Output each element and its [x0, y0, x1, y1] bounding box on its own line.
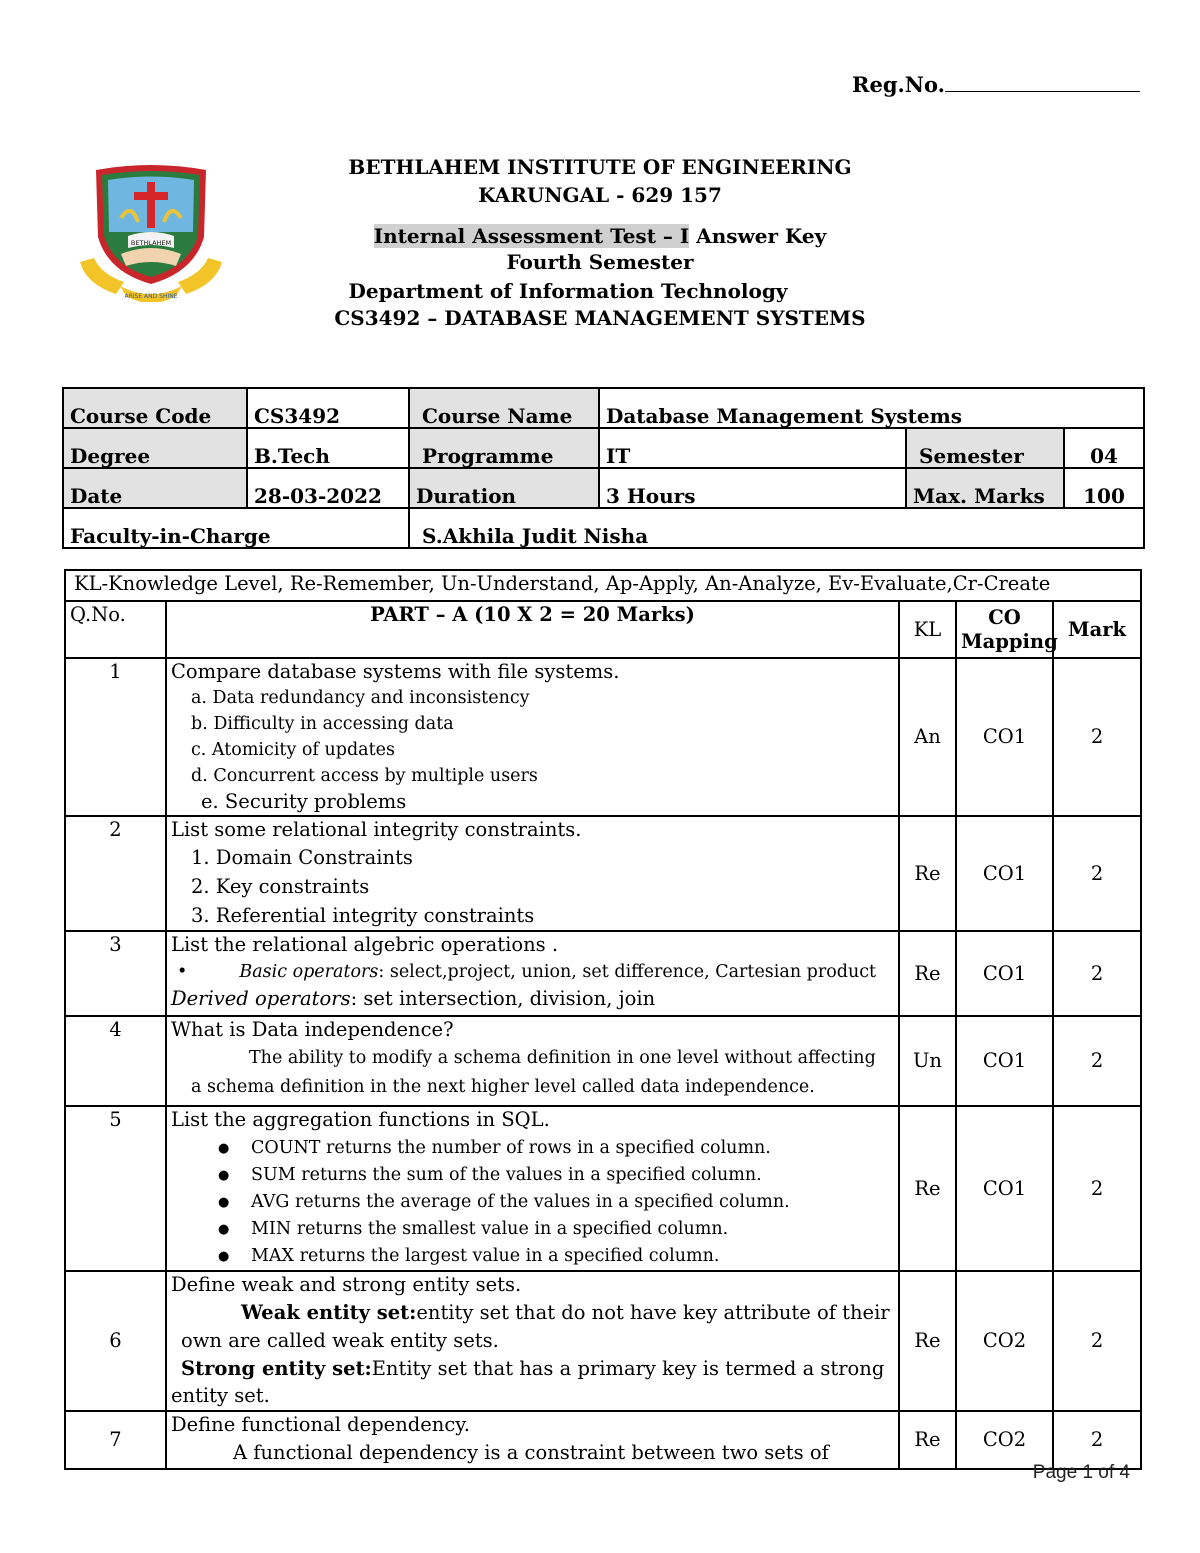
question-number: 4 — [65, 1016, 166, 1106]
question-text: List the aggregation functions in SQL. — [171, 1108, 550, 1131]
answer-line: entity set. — [171, 1384, 270, 1407]
question-number: 7 — [65, 1411, 166, 1469]
table-row — [65, 1106, 1141, 1271]
question-cell — [166, 931, 899, 1016]
question-text: List some relational integrity constraints. — [171, 818, 582, 841]
answer-line: d. Concurrent access by multiple users — [191, 766, 538, 786]
answer-emphasis: Weak entity set: — [241, 1301, 417, 1324]
answer-line: 1. Domain Constraints — [191, 846, 413, 869]
answer-line: : set intersection, division, join — [350, 987, 656, 1010]
answer-list-item: ● SUM returns the sum of the values in a specified column. — [251, 1162, 894, 1189]
semester-value: 04 — [1064, 428, 1144, 468]
answer-list-item: ● MIN returns the smallest value in a specified column. — [251, 1216, 894, 1243]
question-text: Define weak and strong entity sets. — [171, 1273, 522, 1296]
header-co-mapping: CO Mapping — [956, 601, 1053, 658]
degree-value: B.Tech — [247, 428, 409, 468]
subject-line: CS3492 – DATABASE MANAGEMENT SYSTEMS — [334, 306, 866, 330]
table-row — [65, 931, 1141, 1016]
degree-label: Degree — [63, 428, 247, 468]
course-code-value: CS3492 — [247, 388, 409, 428]
reg-no-blank — [945, 75, 1140, 92]
question-number: 6 — [65, 1271, 166, 1411]
question-text: Define functional dependency. — [171, 1413, 470, 1436]
test-title-rest: Answer Key — [689, 224, 827, 248]
institute-name: BETHLAHEM INSTITUTE OF ENGINEERING — [348, 155, 852, 179]
page-number: Page 1 of 4 — [1032, 1462, 1130, 1483]
question-cell — [166, 1271, 899, 1411]
table-row — [65, 1411, 1141, 1469]
question-cell — [166, 1106, 899, 1271]
kl-value: Re — [899, 1271, 956, 1411]
reg-no-label: Reg.No. — [852, 72, 945, 97]
answer-line: a. Data redundancy and inconsistency — [191, 688, 530, 708]
mark-value: 2 — [1053, 658, 1141, 816]
programme-label: Programme — [409, 428, 599, 468]
answer-emphasis: Strong entity set: — [181, 1357, 372, 1380]
questions-table — [64, 569, 1142, 1470]
header-mark: Mark — [1053, 601, 1141, 658]
answer-list-item: ● MAX returns the largest value in a specified column. — [251, 1243, 894, 1270]
answer-line: A functional dependency is a constraint between two sets of — [233, 1441, 829, 1464]
answer-emphasis: Derived operators — [171, 987, 351, 1010]
question-cell — [166, 1016, 899, 1106]
question-text: Compare database systems with file systems. — [171, 660, 620, 683]
mark-value: 2 — [1053, 1016, 1141, 1106]
co-value: CO2 — [956, 1271, 1053, 1411]
answer-list-item: ● COUNT returns the number of rows in a specified column. — [251, 1135, 894, 1162]
co-value: CO1 — [956, 658, 1053, 816]
co-value: CO2 — [956, 1411, 1053, 1469]
course-code-label: Course Code — [63, 388, 247, 428]
bullet-icon: • — [177, 962, 188, 982]
department-name: Department of Information Technology — [348, 279, 788, 303]
co-value: CO1 — [956, 931, 1053, 1016]
answer-line: 3. Referential integrity constraints — [191, 904, 535, 927]
kl-value: An — [899, 658, 956, 816]
max-marks-label: Max. Marks — [906, 468, 1064, 508]
kl-value: Re — [899, 1106, 956, 1271]
mark-value: 2 — [1053, 931, 1141, 1016]
header-qno: Q.No. — [65, 601, 166, 658]
course-name-value: Database Management Systems — [599, 388, 1144, 428]
table-row — [65, 816, 1141, 931]
question-text: What is Data independence? — [171, 1018, 454, 1041]
answer-list-item: ● AVG returns the average of the values in a specified column. — [251, 1189, 894, 1216]
header-kl: KL — [899, 601, 956, 658]
table-row — [65, 1016, 1141, 1106]
date-value: 28-03-2022 — [247, 468, 409, 508]
test-title-highlight: Internal Assessment Test – I — [373, 224, 690, 248]
logo-text-bottom: ARISE AND SHINE — [124, 293, 178, 300]
table-row — [65, 658, 1141, 816]
question-cell — [166, 1411, 899, 1469]
header-part-a: PART – A (10 X 2 = 20 Marks) — [166, 601, 899, 658]
course-info-table — [62, 387, 1145, 549]
answer-line: Entity set that has a primary key is termed a strong — [371, 1357, 885, 1380]
kl-value: Re — [899, 816, 956, 931]
question-text: List the relational algebric operations . — [171, 933, 559, 956]
kl-value: Re — [899, 931, 956, 1016]
mark-value: 2 — [1053, 1106, 1141, 1271]
faculty-label: Faculty-in-Charge — [63, 508, 409, 548]
reg-no — [852, 72, 1140, 97]
answer-emphasis: Basic operators — [239, 962, 379, 982]
duration-label: Duration — [409, 468, 599, 508]
mark-value: 2 — [1053, 1271, 1141, 1411]
answer-line: : select,project, union, set difference, Cartesian product — [378, 962, 877, 982]
answer-line: e. Security problems — [201, 790, 407, 813]
kl-value: Un — [899, 1016, 956, 1106]
answer-line: own are called weak entity sets. — [181, 1329, 499, 1352]
institute-place: KARUNGAL - 629 157 — [478, 183, 722, 207]
semester-line: Fourth Semester — [506, 250, 694, 274]
duration-value: 3 Hours — [599, 468, 906, 508]
max-marks-value: 100 — [1064, 468, 1144, 508]
answer-line: The ability to modify a schema definition in one level without affecting — [249, 1048, 876, 1068]
question-number: 3 — [65, 931, 166, 1016]
date-label: Date — [63, 468, 247, 508]
test-title — [0, 224, 1200, 248]
kl-legend: KL-Knowledge Level, Re-Remember, Un-Understand, Ap-Apply, An-Analyze, Ev-Evaluate,Cr-Create — [65, 570, 1141, 601]
question-number: 1 — [65, 658, 166, 816]
co-value: CO1 — [956, 816, 1053, 931]
question-number: 2 — [65, 816, 166, 931]
co-value: CO1 — [956, 1016, 1053, 1106]
logo-text-top: BETHLAHEM — [130, 239, 172, 247]
table-row — [65, 1271, 1141, 1411]
question-number: 5 — [65, 1106, 166, 1271]
co-value: CO1 — [956, 1106, 1053, 1271]
answer-line: entity set that do not have key attribute of their — [416, 1301, 890, 1324]
course-name-label: Course Name — [409, 388, 599, 428]
question-cell — [166, 658, 899, 816]
answer-line: a schema definition in the next higher level called data independence. — [191, 1077, 815, 1097]
mark-value: 2 — [1053, 1411, 1141, 1469]
programme-value: IT — [599, 428, 906, 468]
answer-line: 2. Key constraints — [191, 875, 370, 898]
mark-value: 2 — [1053, 816, 1141, 931]
answer-line: b. Difficulty in accessing data — [191, 714, 454, 734]
answer-line: c. Atomicity of updates — [191, 740, 395, 760]
faculty-value: S.Akhila Judit Nisha — [409, 508, 1144, 548]
semester-label: Semester — [906, 428, 1064, 468]
question-cell — [166, 816, 899, 931]
kl-value: Re — [899, 1411, 956, 1469]
